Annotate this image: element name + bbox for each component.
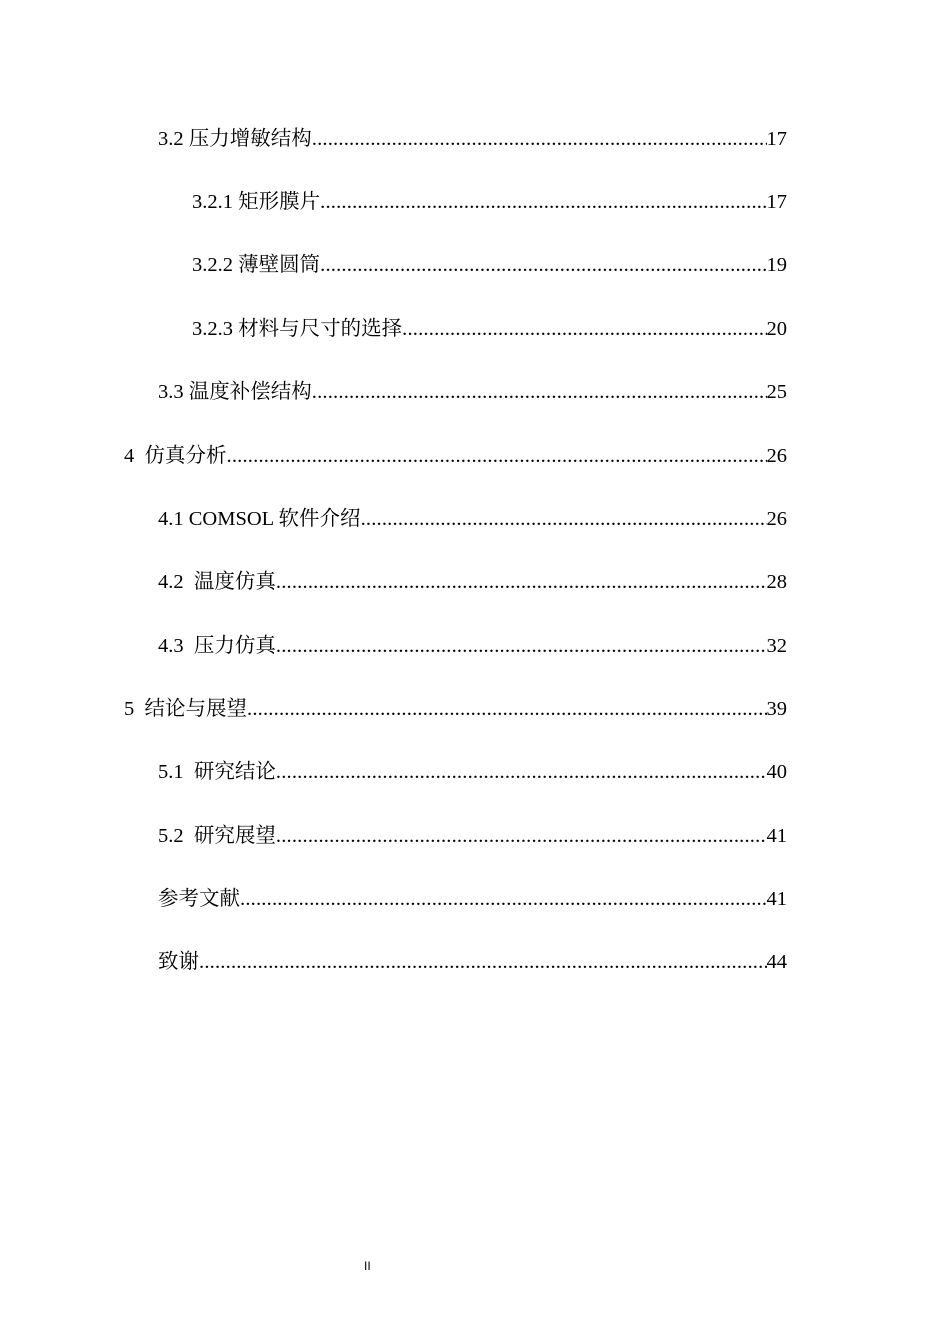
toc-entry-label: 3.2.2 薄壁圆筒 (192, 254, 321, 276)
toc-entry-label: 5.1 研究结论 (158, 761, 276, 783)
toc-entry-3-2-2[interactable] (192, 251, 787, 279)
toc-leader-dots (312, 125, 767, 153)
toc-entry-label: 3.2.3 材料与尺寸的选择 (192, 318, 403, 340)
toc-entry-4[interactable] (124, 442, 787, 470)
toc-leader-dots (312, 378, 767, 406)
toc-entry-page: 39 (766, 698, 787, 720)
toc-leader-dots (320, 188, 766, 216)
toc-leader-dots (276, 822, 767, 850)
toc-entry-3-3[interactable] (158, 378, 787, 406)
toc-entry-label: 3.2 压力增敏结构 (158, 128, 312, 150)
toc-entry-page: 26 (766, 445, 787, 467)
toc-entry-label: 4.1 COMSOL 软件介绍 (158, 508, 361, 530)
toc-entry-page: 20 (766, 318, 787, 340)
toc-entry-page: 41 (766, 888, 787, 910)
toc-entry-page: 41 (766, 825, 787, 847)
toc-entry-label: 5 结论与展望 (124, 698, 247, 720)
toc-entry-page: 26 (766, 508, 787, 530)
toc-entry-5[interactable] (124, 695, 787, 723)
toc-entry-label: 3.2.1 矩形膜片 (192, 191, 321, 213)
toc-leader-dots (199, 948, 767, 976)
toc-entry-acknowledgements[interactable] (158, 948, 787, 976)
toc-entry-label: 致谢 (158, 951, 199, 973)
toc-entry-references[interactable] (158, 885, 787, 913)
toc-leader-dots (402, 315, 766, 343)
toc-entry-3-2-3[interactable] (192, 315, 787, 343)
toc-entry-page: 19 (766, 254, 787, 276)
toc-leader-dots (276, 758, 767, 786)
toc-entry-label: 4.2 温度仿真 (158, 571, 276, 593)
toc-leader-dots (276, 568, 767, 596)
toc-entry-label: 参考文献 (158, 888, 240, 910)
toc-leader-dots (240, 885, 767, 913)
toc-leader-dots (247, 695, 767, 723)
toc-entry-label: 4 仿真分析 (124, 445, 227, 467)
toc-entry-3-2-1[interactable] (192, 188, 787, 216)
toc-entry-page: 40 (766, 761, 787, 783)
toc-entry-label: 4.3 压力仿真 (158, 635, 276, 657)
toc-entry-4-3[interactable] (158, 632, 787, 660)
toc-leader-dots (276, 632, 767, 660)
toc-entry-page: 28 (766, 571, 787, 593)
toc-entry-page: 17 (766, 191, 787, 213)
toc-entry-label: 5.2 研究展望 (158, 825, 276, 847)
toc-entry-page: 32 (766, 635, 787, 657)
toc-entry-4-1[interactable] (158, 505, 787, 533)
toc-entry-page: 25 (766, 381, 787, 403)
toc-entry-4-2[interactable] (158, 568, 787, 596)
toc-entry-3-2[interactable] (158, 125, 787, 153)
toc-entry-5-2[interactable] (158, 822, 787, 850)
toc-entry-page: 44 (766, 951, 787, 973)
toc-entry-5-1[interactable] (158, 758, 787, 786)
toc-leader-dots (361, 505, 767, 533)
toc-entry-page: 17 (766, 128, 787, 150)
toc-leader-dots (227, 442, 767, 470)
toc-entry-label: 3.3 温度补偿结构 (158, 381, 312, 403)
toc-leader-dots (320, 251, 766, 279)
page-number: II (364, 1259, 371, 1273)
